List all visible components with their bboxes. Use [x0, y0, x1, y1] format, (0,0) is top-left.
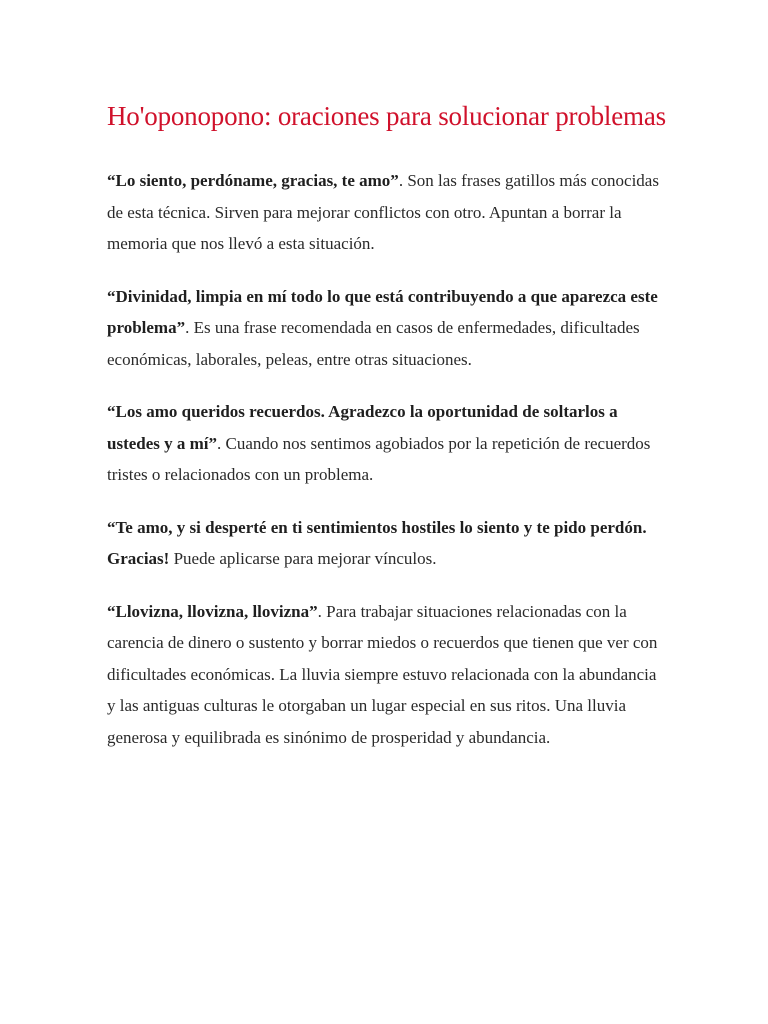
- paragraph-2: [107, 281, 667, 376]
- paragraph-5-text: . Para trabajar situaciones relacionadas con la carencia de dinero o sustento y borrar miedos o recuerdos que tienen que ver con dificultades económicas. La lluvia siempre estuvo relacionada con la abundancia y las antiguas culturas le otorgaban un lugar especial en sus ritos. Una lluvia generosa y equilibrada es sinónimo de prosperidad y abundancia.: [107, 601, 658, 747]
- paragraph-3: [107, 396, 667, 491]
- paragraph-4-text: Puede aplicarse para mejorar vínculos.: [169, 549, 437, 568]
- paragraph-3-phrase: “Los amo queridos recuerdos. Agradezco la oportunidad de soltarlos a ustedes y a mí”: [107, 402, 618, 453]
- paragraph-3-text: . Cuando nos sentimos agobiados por la repetición de recuerdos tristes o relacionados con un problema.: [107, 433, 651, 484]
- paragraph-4-phrase: “Te amo, y si desperté en ti sentimientos hostiles lo siento y te pido perdón. Gracias!: [107, 517, 647, 568]
- paragraph-4: [107, 512, 667, 575]
- paragraph-5-phrase: “Llovizna, llovizna, llovizna”: [107, 601, 318, 621]
- paragraph-1-phrase: “Lo siento, perdóname, gracias, te amo”: [107, 171, 399, 190]
- document-page: [107, 96, 667, 753]
- document-title: Ho'oponopono: oraciones para solucionar problemas: [107, 101, 666, 131]
- paragraph-5: [107, 596, 667, 754]
- paragraph-2-text: . Es una frase recomendada en casos de enfermedades, dificultades económicas, laborales, peleas, entre otras situaciones.: [107, 318, 640, 369]
- paragraph-2-phrase: “Divinidad, limpia en mí todo lo que está contribuyendo a que aparezca este problema”: [107, 286, 658, 337]
- paragraph-1-text: . Son las frases gatillos más conocidas de esta técnica. Sirven para mejorar conflictos con otro. Apuntan a borrar la memoria que nos llevó a esta situación.: [107, 171, 659, 253]
- paragraph-1: [107, 165, 667, 260]
